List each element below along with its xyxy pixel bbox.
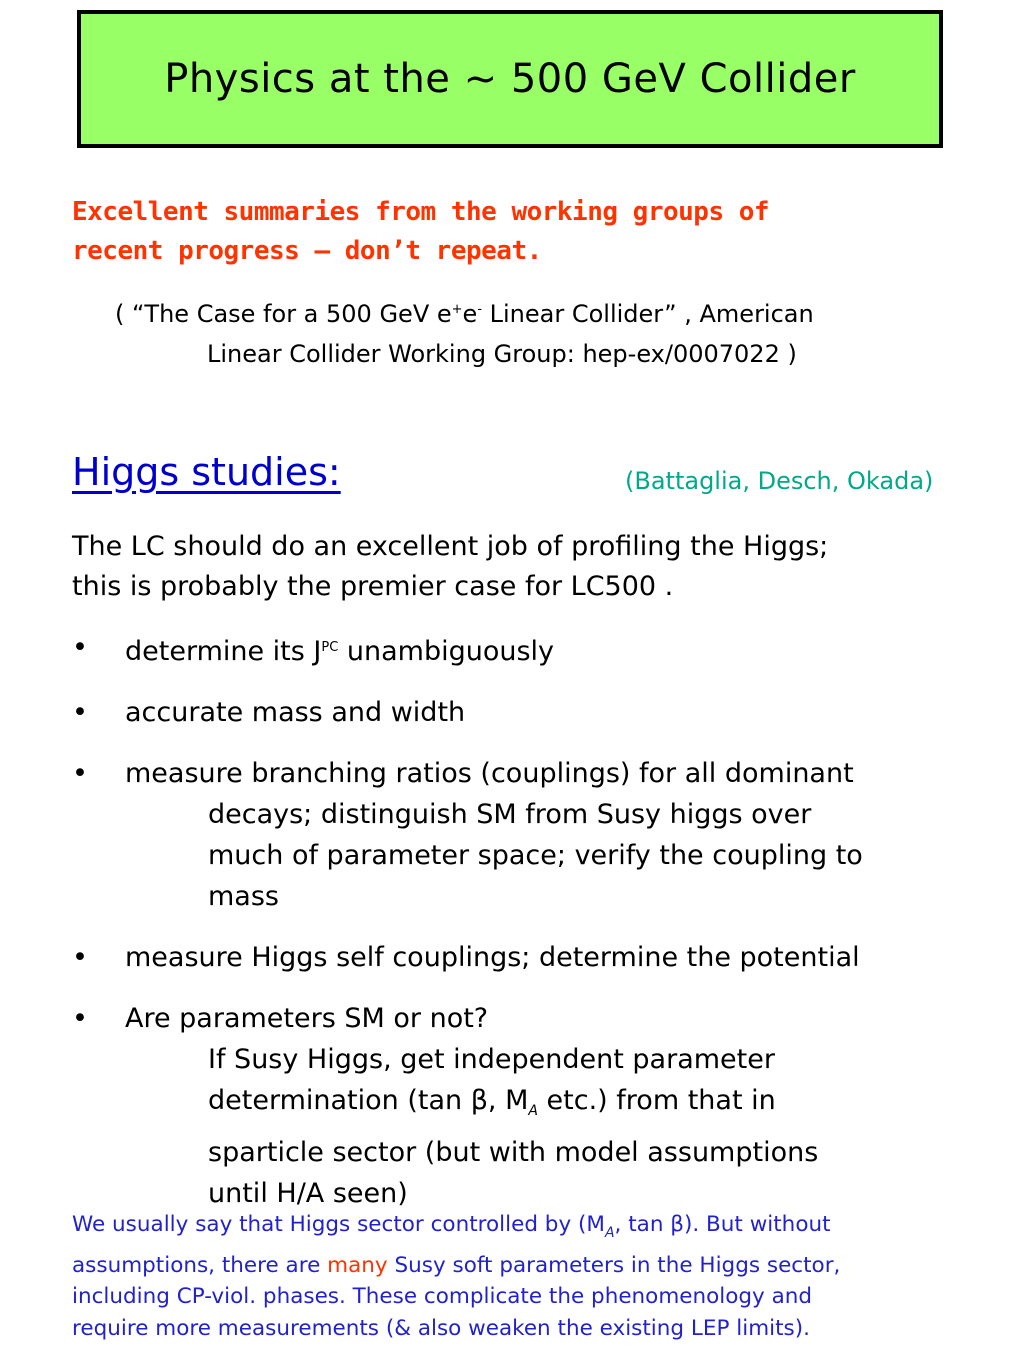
bullet-sm-line3-post: etc.) from that in <box>537 1085 776 1116</box>
intro-line2: this is probably the premier case for LC500 . <box>72 571 674 602</box>
title-box <box>77 10 943 148</box>
footer-line2-post: Susy soft parameters in the Higgs sector, <box>387 1252 841 1278</box>
bullet-item-mass <box>72 692 1012 733</box>
bullet-marker: • <box>72 697 88 728</box>
authors-credit: (Battaglia, Desch, Okada) <box>625 467 934 495</box>
bullet-branching-line1: measure branching ratios (couplings) for all dominant <box>125 758 854 789</box>
bullet-sm-line3-pre: determination (tan β, M <box>208 1085 529 1116</box>
slide-title: Physics at the ~ 500 GeV Collider <box>164 56 856 102</box>
bullet-branching-line3: much of parameter space; verify the coupling to <box>208 840 863 871</box>
footer-line3: including CP-viol. phases. These complicate the phenomenology and <box>72 1284 813 1309</box>
bullet-branching-line2: decays; distinguish SM from Susy higgs over <box>208 799 812 830</box>
intro-paragraph <box>72 527 1002 607</box>
bullet-marker: • <box>72 632 88 663</box>
bullet-marker: • <box>72 942 88 973</box>
summary-note-line1: Excellent summaries from the working groups of <box>72 197 770 227</box>
citation-sup2: - <box>477 302 483 317</box>
bullet-item-sm-params <box>72 998 1012 1214</box>
citation-part2: e <box>462 300 478 328</box>
bullet-branching-line4: mass <box>208 881 279 912</box>
bullet-marker: • <box>72 1003 88 1034</box>
bullet-sm-line3-sub: A <box>528 1103 538 1119</box>
bullet-sm-line3 <box>125 1080 1012 1132</box>
bullet-sm-line2: If Susy Higgs, get independent parameter <box>208 1044 775 1075</box>
bullet-list <box>72 627 1012 1234</box>
intro-line1: The LC should do an excellent job of profiling the Higgs; <box>72 531 829 562</box>
bullet-sm-line5: until H/A seen) <box>208 1178 408 1209</box>
bullet-sm-line4: sparticle sector (but with model assumptions <box>208 1137 819 1168</box>
footer-note <box>72 1209 1012 1344</box>
footer-highlight-many: many <box>327 1252 388 1278</box>
footer-line2-pre: assumptions, there are <box>72 1252 328 1278</box>
bullet-item-jpc <box>72 627 1012 672</box>
bullet-marker: • <box>72 758 88 789</box>
citation-line2: Linear Collider Working Group: hep-ex/0007022 ) <box>207 340 797 368</box>
bullet-item-self-couplings <box>72 937 1012 978</box>
citation-sup1: + <box>451 302 463 317</box>
citation-part3: Linear Collider” , American <box>482 300 814 328</box>
higgs-heading: Higgs studies: <box>72 450 341 494</box>
footer-line1-part1: We usually say that Higgs sector controlled by (M <box>72 1212 605 1237</box>
bullet-mass-text: accurate mass and width <box>125 697 466 728</box>
bullet-item-branching <box>72 753 1012 917</box>
bullet-jpc-pre: determine its J <box>125 636 322 667</box>
footer-line1 <box>72 1209 1012 1250</box>
footer-line1-part2: , tan β). But without <box>614 1212 831 1237</box>
footer-line2 <box>72 1250 1012 1282</box>
bullet-jpc-sup: PC <box>321 640 339 655</box>
citation-part1: ( “The Case for a 500 GeV e <box>115 300 452 328</box>
citation-line1 <box>115 290 995 334</box>
summary-note-line2: recent progress – don’t repeat. <box>72 236 542 266</box>
bullet-sm-line1: Are parameters SM or not? <box>125 1003 489 1034</box>
citation <box>115 290 995 374</box>
bullet-self-couplings-text: measure Higgs self couplings; determine the potential <box>125 942 860 973</box>
summary-note <box>72 193 952 271</box>
bullet-jpc-post: unambiguously <box>338 636 555 667</box>
footer-line1-sub: A <box>604 1225 615 1241</box>
footer-line4: require more measurements (& also weaken the existing LEP limits). <box>72 1315 810 1341</box>
